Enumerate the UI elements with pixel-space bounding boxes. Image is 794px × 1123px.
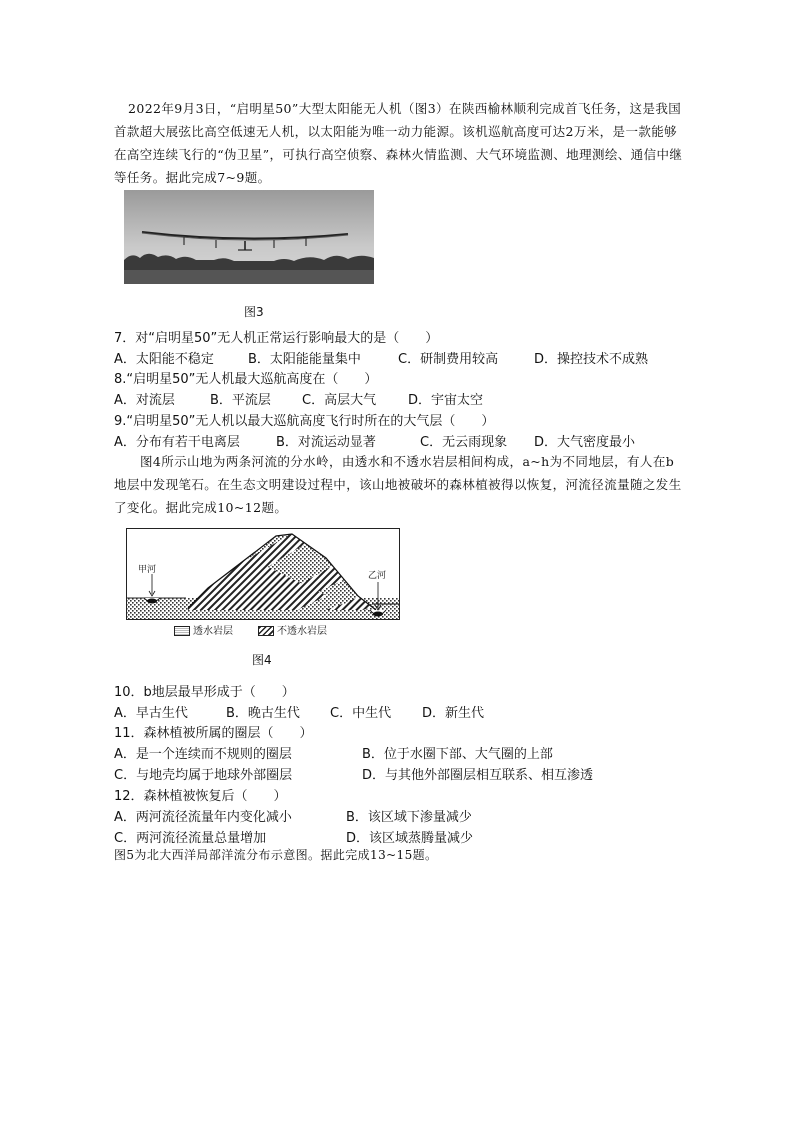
impermeable-swatch (258, 626, 274, 636)
legend-permeable (174, 622, 233, 637)
figure-3-drone-photo (124, 190, 374, 284)
question-8-option-a: A．对流层 (114, 393, 175, 408)
figure-4-caption: 图4 (252, 653, 272, 667)
question-8-option-d: D．宇宙太空 (408, 393, 484, 408)
question-11-stem: 11．森林植被所属的圈层（ ） (114, 726, 313, 741)
question-12-option-a: A．两河流径流量年内变化减小 (114, 810, 292, 825)
question-10-option-a: A．早古生代 (114, 706, 188, 721)
question-12-option-b: B．该区域下渗量减少 (346, 810, 472, 825)
question-9-option-b: B．对流运动显著 (276, 435, 376, 450)
legend-permeable-label: 透水岩层 (193, 626, 233, 637)
question-8-stem: 8.“启明星50”无人机最大巡航高度在（ ） (114, 372, 378, 387)
question-10-option-c: C．中生代 (330, 706, 392, 721)
river-jia-label: 甲河 (138, 565, 157, 575)
question-8-option-b: B．平流层 (210, 393, 271, 408)
question-7-stem: 7．对“启明星50”无人机正常运行影响最大的是（ ） (114, 331, 439, 346)
question-9-option-d: D．大气密度最小 (534, 435, 636, 450)
question-11-option-d: D．与其他外部圈层相互联系、相互渗透 (362, 768, 594, 783)
question-7-option-a: A．太阳能不稳定 (114, 352, 214, 367)
question-12-stem: 12．森林植被恢复后（ ） (114, 789, 287, 804)
question-7-option-d: D．操控技术不成熟 (534, 352, 649, 367)
intro-paragraph-1: 2022年9月3日，“启明星50”大型太阳能无人机（图3）在陕西榆林顺利完成首飞任务，这是我国首款超大展弦比高空低速无人机，以太阳能为唯一动力能源。该机巡航高度可达2万米，是一款能够在高空连续飞行的“伪卫星”，可执行高空侦察、森林火情监测、大气环境监测、地理测绘、通信中继等任务。据此完成7~9题。 (114, 101, 683, 185)
question-11-option-a: A．是一个连续而不规则的圈层 (114, 747, 292, 762)
legend-impermeable-label: 不透水岩层 (277, 626, 327, 637)
intro-paragraph-3: 图5为北大西洋局部洋流分布示意图。据此完成13~15题。 (114, 848, 438, 862)
intro-paragraph-2: 图4所示山地为两条河流的分水岭，由透水和不透水岩层相间构成，a~h为不同地层，有人在b地层中发现笔石。在生态文明建设过程中，该山地被破坏的森林植被得以恢复，河流径流量随之发生了变化。据此完成10~12题。 (114, 454, 682, 515)
question-12-option-d: D．该区域蒸腾量减少 (346, 831, 474, 846)
river-yi-label: 乙河 (368, 571, 387, 581)
figure-3-caption: 图3 (244, 305, 264, 319)
question-7-option-c: C．研制费用较高 (398, 352, 499, 367)
question-8-option-c: C．高层大气 (302, 393, 377, 408)
question-10-stem: 10．b地层最早形成于（ ） (114, 685, 295, 700)
permeable-swatch (174, 626, 190, 636)
question-9-option-c: C．无云雨现象 (420, 435, 508, 450)
question-9-stem: 9.“启明星50”无人机以最大巡航高度飞行时所在的大气层（ ） (114, 414, 495, 429)
figure-4-cross-section (126, 528, 400, 634)
question-9-option-a: A．分布有若干电离层 (114, 435, 240, 450)
question-7-option-b: B．太阳能能量集中 (248, 352, 361, 367)
question-10-option-d: D．新生代 (422, 706, 485, 721)
question-11-option-c: C．与地壳均属于地球外部圈层 (114, 768, 293, 783)
legend-impermeable (258, 622, 327, 637)
question-10-option-b: B．晚古生代 (226, 706, 300, 721)
question-11-option-b: B．位于水圈下部、大气圈的上部 (362, 747, 553, 762)
question-12-option-c: C．两河流径流量总量增加 (114, 831, 267, 846)
